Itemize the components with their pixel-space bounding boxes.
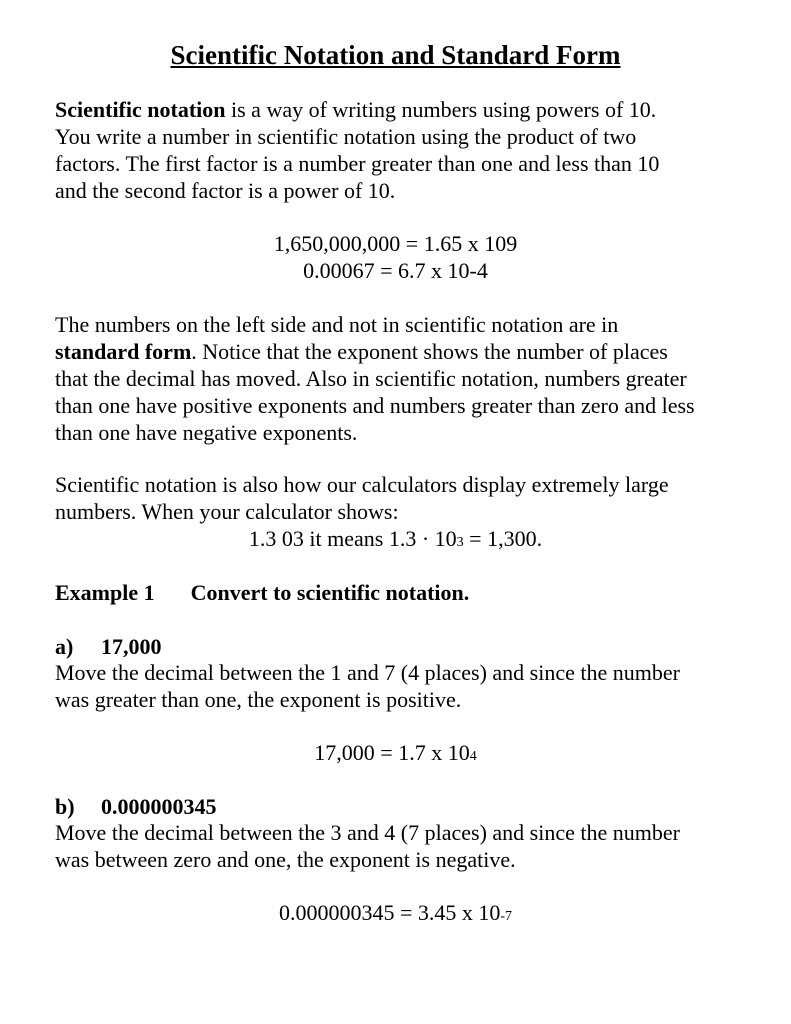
part-b-equation-pre: 0.000000345 = 3.45 x 10 <box>278 900 501 925</box>
standard-form-line-1: The numbers on the left side and not in scientific notation are in <box>55 312 619 337</box>
intro-line-2: You write a number in scientific notation using the product of two <box>55 124 637 149</box>
intro-line-4: and the second factor is a power of 10. <box>55 178 396 203</box>
example-1-instruction: Convert to scientific notation. <box>190 580 470 605</box>
example-equation-1: 1,650,000,000 = 1.65 x 109 <box>273 231 518 256</box>
part-b-line-1: Move the decimal between the 3 and 4 (7 places) and since the number <box>55 820 680 845</box>
part-a-equation-pre: 17,000 = 1.7 x 10 <box>314 740 470 765</box>
calculator-line-2: numbers. When your calculator shows: <box>55 499 399 524</box>
intro-term: Scientific notation <box>55 97 226 122</box>
calculator-line-1: Scientific notation is also how our calculators display extremely large <box>55 472 669 497</box>
example-1-label: Example 1 <box>55 580 155 605</box>
standard-form-line-3: that the decimal has moved. Also in scientific notation, numbers greater <box>55 366 687 391</box>
page-title: Scientific Notation and Standard Form <box>170 40 621 70</box>
part-a-equation-exponent: 4 <box>469 749 477 764</box>
standard-form-line-5: than one have negative exponents. <box>55 420 358 445</box>
standard-form-term: standard form <box>55 339 192 364</box>
example-equation-2: 0.00067 = 6.7 x 10-4 <box>303 258 488 283</box>
standard-form-line-4: than one have positive exponents and numbers greater than zero and less <box>55 393 695 418</box>
example-1-heading <box>55 580 469 606</box>
part-b-label: b) <box>55 794 75 819</box>
part-a-line-1: Move the decimal between the 1 and 7 (4 places) and since the number <box>55 660 680 685</box>
standard-form-line-2 <box>55 339 668 365</box>
intro-line-1 <box>55 97 656 123</box>
calculator-equation-exponent: 3 <box>456 535 464 550</box>
part-b-line-2: was between zero and one, the exponent is negative. <box>55 847 516 872</box>
part-a-heading <box>55 634 162 660</box>
part-b-value: 0.000000345 <box>101 794 217 819</box>
calculator-equation <box>0 526 791 556</box>
part-b-equation-exponent: -7 <box>500 909 513 924</box>
part-b-heading <box>55 794 217 820</box>
intro-line-1-rest: is a way of writing numbers using powers of 10. <box>225 97 657 122</box>
part-b-equation <box>0 900 791 930</box>
part-a-label: a) <box>55 634 74 659</box>
part-a-line-2: was greater than one, the exponent is positive. <box>55 687 462 712</box>
intro-line-3: factors. The first factor is a number greater than one and less than 10 <box>55 151 660 176</box>
part-a-equation <box>0 740 791 770</box>
standard-form-line-2-rest: . Notice that the exponent shows the number of places <box>191 339 668 364</box>
calculator-equation-post: = 1,300. <box>463 526 543 551</box>
calculator-equation-pre: 1.3 03 it means 1.3 · 10 <box>248 526 457 551</box>
part-a-value: 17,000 <box>101 634 162 659</box>
